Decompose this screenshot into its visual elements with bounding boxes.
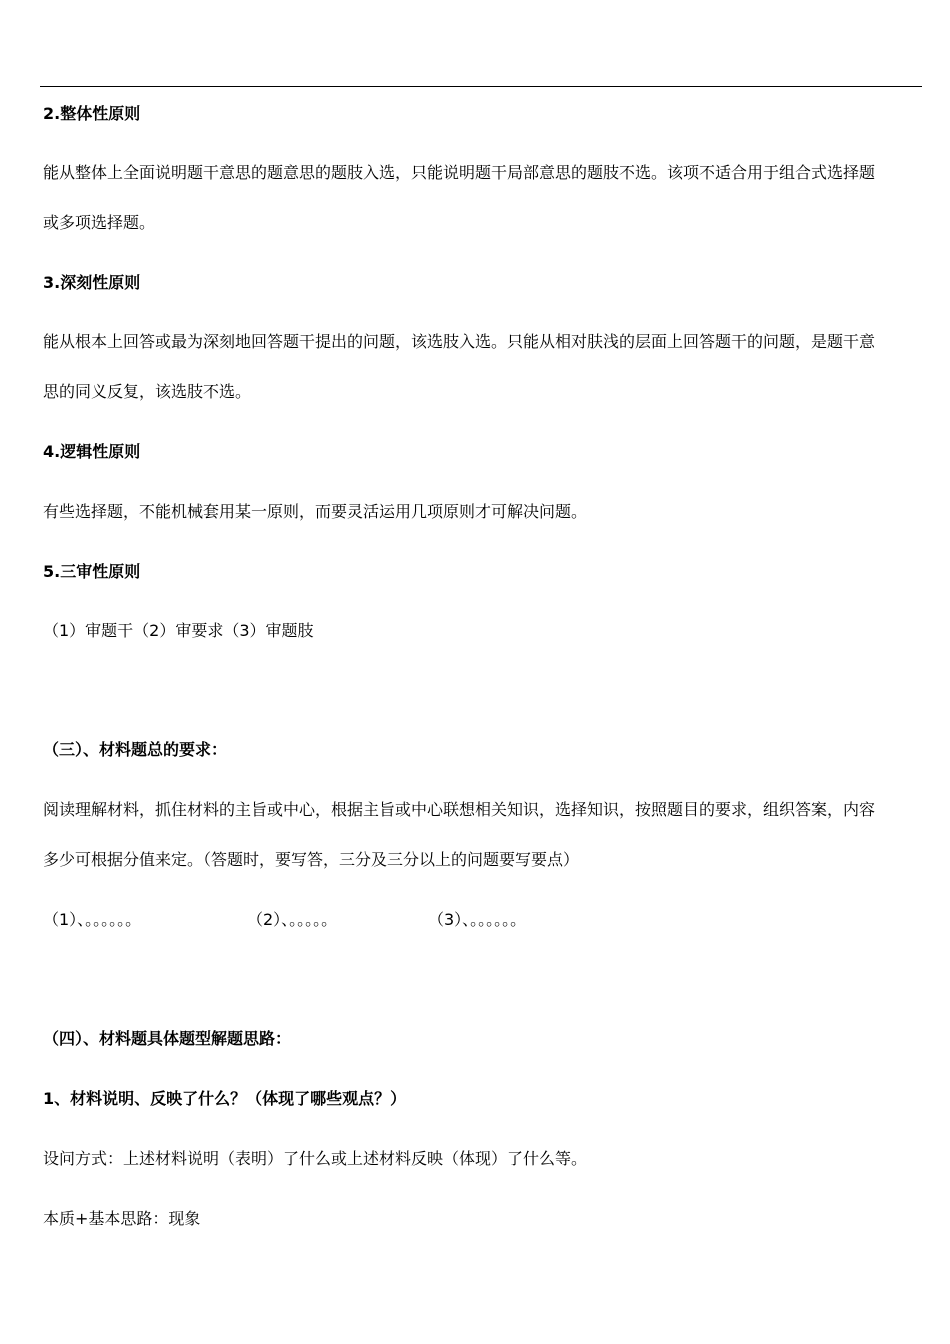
part-4-question-1-heading: 1、材料说明、反映了什么？（体现了哪些观点？） [43, 1089, 407, 1108]
section-2-text-line-1: 能从整体上全面说明题干意思的题意思的题肢入选，只能说明题干局部意思的题肢不选。该项不适合用于组合式选择题 [43, 163, 876, 182]
section-2-text-line-2: 或多项选择题。 [43, 213, 156, 232]
part-3-text-line-2: 多少可根据分值来定。（答题时，要写答，三分及三分以上的问题要写要点） [43, 850, 580, 869]
part-4-heading: （四）、材料题具体题型解题思路： [43, 1029, 292, 1048]
header-rule [40, 86, 922, 87]
part-3-item-list [43, 910, 743, 930]
section-4-heading: 4.逻辑性原则 [43, 442, 141, 461]
part-3-text-line-1: 阅读理解材料，抓住材料的主旨或中心，根据主旨或中心联想相关知识，选择知识，按照题目的要求，组织答案，内容 [43, 800, 876, 819]
section-3-heading: 3.深刻性原则 [43, 273, 141, 292]
part-3-item-2: （2）、。。。。。 [247, 910, 338, 929]
section-5-heading: 5.三审性原则 [43, 562, 141, 581]
section-3-text-line-2: 思的同义反复，该选肢不选。 [43, 382, 252, 401]
part-4-question-1-text-line-1: 设问方式：上述材料说明（表明）了什么或上述材料反映（体现）了什么等。 [43, 1149, 588, 1168]
section-5-text-line-1: （1）审题干（2）审要求（3）审题肢 [43, 621, 314, 640]
section-4-text-line-1: 有些选择题，不能机械套用某一原则，而要灵活运用几项原则才可解决问题。 [43, 502, 588, 521]
section-3-text-line-1: 能从根本上回答或最为深刻地回答题干提出的问题，该选肢入选。只能从相对肤浅的层面上回答题干的问题，是题干意 [43, 332, 876, 351]
part-3-item-1: （1）、。。。。。。 [43, 910, 142, 929]
part-3-heading: （三）、材料题总的要求： [43, 740, 228, 759]
part-3-item-3: （3）、。。。。。。 [428, 910, 527, 929]
part-4-question-1-text-line-2: 本质+基本思路：现象 [43, 1209, 201, 1228]
section-2-heading: 2.整体性原则 [43, 104, 141, 123]
